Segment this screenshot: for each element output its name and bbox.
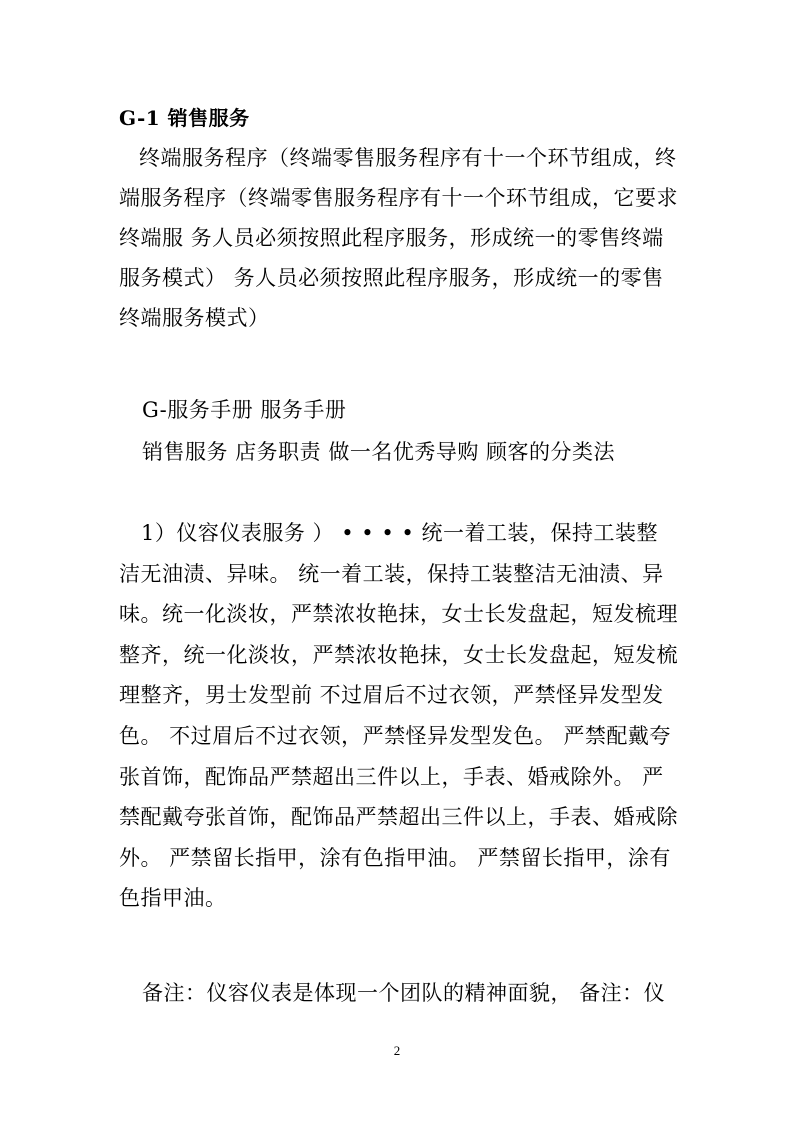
- page-number: 2: [393, 1043, 401, 1058]
- service-topics-line: 销售服务 店务职责 做一名优秀导购 顾客的分类法: [142, 440, 616, 464]
- note-line: 备注：仪容仪表是体现一个团队的精神面貌， 备注：仪: [142, 981, 666, 1005]
- paragraph-terminal-service: 终端服务程序（终端零售服务程序有十一个环节组成，终端服务程序（终端零售服务程序有十一个环节组成，它要求终端服 务人员必须按照此程序服务，形成统一的零售终端服务模式） 务人员必须按照此程序服务，形成统一的零售终端服务模式）: [119, 146, 678, 330]
- paragraph-appearance-service: 1）仪容仪表服务 ） • • • • 统一着工装，保持工装整洁无油渍、异味。 统一着工装，保持工装整洁无油渍、异味。统一化淡妆，严禁浓妆艳抹，女士长发盘起，短发梳理整齐，统一化淡妆，严禁浓妆艳抹，女士长发盘起，短发梳理整齐，男士发型前 不过眉后不过衣领，严禁怪异发型发色。 不过眉后不过衣领，严禁怪异发型发色。 严禁配戴夸张首饰，配饰品严禁超出三件以上，手表、婚戒除外。 严禁配戴夸张首饰，配饰品严禁超出三件以上，手表、婚戒除外。 严禁留长指甲，涂有色指甲油。 严禁留长指甲，涂有色指甲油。: [119, 521, 678, 911]
- section-heading: G-1 销售服务: [119, 106, 250, 130]
- handbook-title-line: G-服务手册 服务手册: [142, 398, 347, 422]
